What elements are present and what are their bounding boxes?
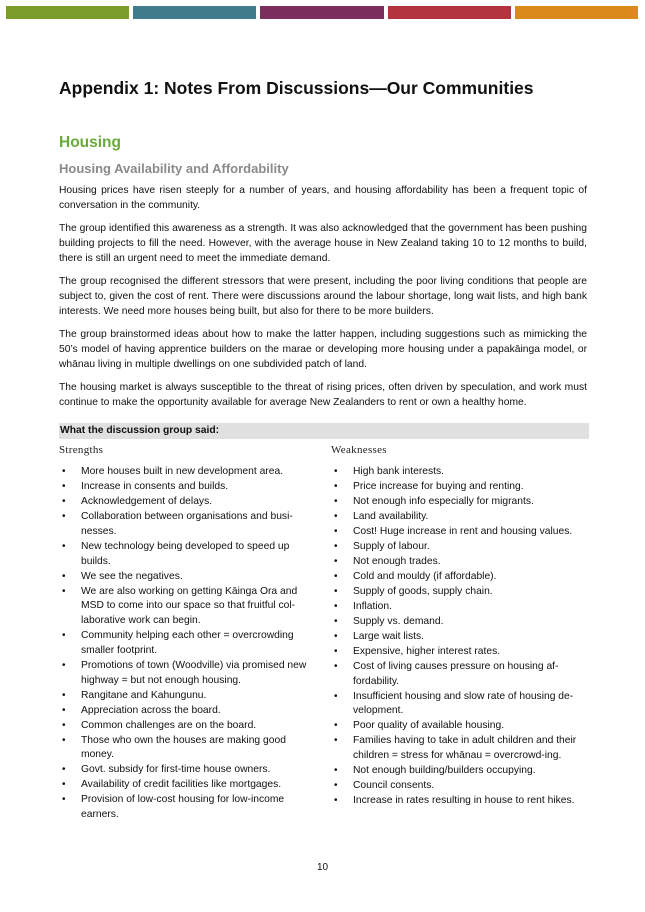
list-item [331, 764, 593, 779]
list-item-text: Cold and mouldy (if affordable). [353, 570, 497, 582]
list-item-text: We are also working on getting Kāinga Ora and MSD to come into our space so that fruitful col-laborative work can begin. [81, 585, 298, 627]
bullet-icon: • [62, 764, 66, 776]
list-item [59, 480, 314, 495]
list-item-text: New technology being developed to speed up builds. [81, 540, 290, 567]
list-item [59, 570, 314, 585]
discussion-label: What the discussion group said: [59, 423, 589, 439]
list-item-text: Supply of goods, supply chain. [353, 585, 493, 597]
bullet-icon: • [334, 690, 338, 702]
bullet-icon: • [62, 704, 66, 716]
list-item [331, 585, 593, 600]
list-item-text: Rangitane and Kahungunu. [81, 689, 207, 701]
list-item [59, 629, 314, 659]
paragraph: The group recognised the different stressors that were present, including the poor living conditions that people are subject to, given the cost of rent. There were discussions around the labour shortage, long wait lists, and high bank interests. We need more houses being built, but also for there to be more builders. [59, 276, 587, 317]
stripe-segment [6, 6, 129, 19]
strengths-column [59, 444, 314, 823]
list-item [331, 719, 593, 734]
list-item-text: Appreciation across the board. [81, 704, 221, 716]
list-item-text: Cost of living causes pressure on housing af-fordability. [353, 660, 559, 687]
bullet-icon: • [62, 510, 66, 522]
list-item [59, 540, 314, 570]
bullet-icon: • [334, 660, 338, 672]
bullet-icon: • [334, 720, 338, 732]
bullet-icon: • [62, 779, 66, 791]
weaknesses-heading: Weaknesses [331, 444, 387, 456]
bullet-icon: • [334, 795, 338, 807]
list-item-text: Collaboration between organisations and busi-nesses. [81, 510, 293, 537]
paragraph: The group identified this awareness as a strength. It was also acknowledged that the government has been pushing building projects to fill the need. However, with the average house in New Zealand taking 10 to 12 months to build, there is still an urgent need to meet the immediate demand. [59, 223, 587, 264]
list-item-text: High bank interests. [353, 466, 445, 477]
list-item [59, 778, 314, 793]
paragraph: The housing market is always susceptible to the threat of rising prices, often driven by speculation, and work must continue to make the opportunity available for average New Zealanders to rent or own a healthy home. [59, 382, 587, 408]
list-item [59, 495, 314, 510]
bullet-icon: • [334, 510, 338, 522]
list-item-text: Provision of low-cost housing for low-income earners. [81, 794, 285, 821]
list-item [331, 540, 593, 555]
stripe-segment [515, 6, 638, 19]
bullet-icon: • [62, 794, 66, 806]
list-item-text: Supply of labour. [353, 540, 430, 552]
list-item [59, 689, 314, 704]
bullet-icon: • [334, 735, 338, 747]
bullet-icon: • [62, 466, 66, 477]
bullet-icon: • [334, 765, 338, 777]
bullet-icon: • [62, 495, 66, 507]
list-item [59, 704, 314, 719]
list-item-text: Families having to take in adult children and their children = stress for whānau = overcrowd-ing. [353, 735, 577, 762]
list-item [59, 793, 314, 823]
list-item [331, 734, 593, 764]
list-item [331, 600, 593, 615]
bullet-icon: • [334, 780, 338, 792]
list-item [59, 719, 314, 734]
list-item [331, 630, 593, 645]
list-item [331, 525, 593, 540]
list-item-text: Price increase for buying and renting. [353, 480, 524, 492]
strengths-list [59, 465, 314, 823]
list-item [59, 734, 314, 764]
bullet-icon: • [62, 480, 66, 492]
bullet-icon: • [334, 615, 338, 627]
list-item [59, 585, 314, 629]
list-item-text: Not enough info especially for migrants. [353, 495, 534, 507]
list-item [331, 555, 593, 570]
list-item-text: Insufficient housing and slow rate of housing de-velopment. [353, 690, 574, 717]
bullet-icon: • [334, 600, 338, 612]
list-item-text: We see the negatives. [81, 570, 183, 582]
bullet-icon: • [62, 689, 66, 701]
stripe-segment [388, 6, 511, 19]
list-item [331, 570, 593, 585]
list-item [59, 465, 314, 480]
list-item [331, 510, 593, 525]
bullet-icon: • [62, 659, 66, 671]
bullet-icon: • [62, 540, 66, 552]
list-item-text: Not enough building/builders occupying. [353, 765, 536, 777]
list-item-text: Inflation. [353, 600, 392, 612]
list-item [331, 690, 593, 720]
list-item-text: Supply vs. demand. [353, 615, 444, 627]
bullet-icon: • [334, 540, 338, 552]
paragraph: Housing prices have risen steeply for a number of years, and housing affordability has been a frequent topic of conversation in the community. [59, 185, 587, 211]
list-item-text: Community helping each other = overcrowding smaller footprint. [81, 630, 294, 656]
list-item-text: Council consents. [353, 780, 435, 792]
bullet-icon: • [334, 466, 338, 477]
list-item-text: More houses built in new development area. [81, 466, 284, 477]
bullet-icon: • [334, 555, 338, 567]
section-title: Housing [59, 134, 121, 151]
body-text [59, 183, 587, 418]
list-item-text: Govt. subsidy for first-time house owners. [81, 764, 271, 776]
paragraph: The group brainstormed ideas about how to make the latter happen, including suggestions such as mimicking the 50’s model of having apprentice builders on the marae or developing more housing under a papakāinga model, or whānau living in multiple dwellings on one subdivided patch of land. [59, 329, 587, 370]
list-item-text: Poor quality of available housing. [353, 720, 505, 732]
stripe-segment [133, 6, 256, 19]
list-item-text: Large wait lists. [353, 630, 424, 642]
bullet-icon: • [62, 585, 66, 597]
bullet-icon: • [334, 570, 338, 582]
page-number: 10 [316, 862, 329, 873]
bullet-icon: • [62, 630, 66, 642]
list-item-text: Increase in rates resulting in house to rent hikes. [353, 795, 575, 807]
weaknesses-column [331, 444, 593, 809]
weaknesses-list [331, 465, 593, 809]
list-item [59, 659, 314, 689]
bullet-icon: • [62, 719, 66, 731]
list-item [331, 495, 593, 510]
list-item-text: Land availability. [353, 510, 429, 522]
list-item-text: Common challenges are on the board. [81, 719, 257, 731]
list-item-text: Not enough trades. [353, 555, 441, 567]
list-item-text: Promotions of town (Woodville) via promised new highway = but not enough housing. [81, 659, 307, 686]
bullet-icon: • [334, 480, 338, 492]
bullet-icon: • [334, 630, 338, 642]
list-item-text: Increase in consents and builds. [81, 480, 229, 492]
list-item-text: Acknowledgement of delays. [81, 495, 213, 507]
subsection-title: Housing Availability and Affordability [59, 161, 289, 176]
list-item [331, 779, 593, 794]
bullet-icon: • [62, 570, 66, 582]
bullet-icon: • [334, 525, 338, 537]
list-item-text: Availability of credit facilities like mortgages. [81, 779, 282, 791]
list-item [331, 480, 593, 495]
list-item-text: Those who own the houses are making good money. [81, 734, 286, 761]
bullet-icon: • [334, 645, 338, 657]
colour-stripe-bar [6, 6, 638, 19]
list-item [331, 794, 593, 809]
stripe-segment [260, 6, 383, 19]
bullet-icon: • [62, 734, 66, 746]
list-item [331, 645, 593, 660]
bullet-icon: • [334, 495, 338, 507]
list-item [331, 615, 593, 630]
list-item [331, 465, 593, 480]
bullet-icon: • [334, 585, 338, 597]
list-item [331, 660, 593, 690]
list-item-text: Cost! Huge increase in rent and housing values. [353, 525, 573, 537]
list-item [59, 510, 314, 540]
list-item [59, 763, 314, 778]
strengths-heading: Strengths [59, 444, 104, 456]
list-item-text: Expensive, higher interest rates. [353, 645, 501, 657]
appendix-title: Appendix 1: Notes From Discussions—Our Communities [59, 78, 534, 98]
